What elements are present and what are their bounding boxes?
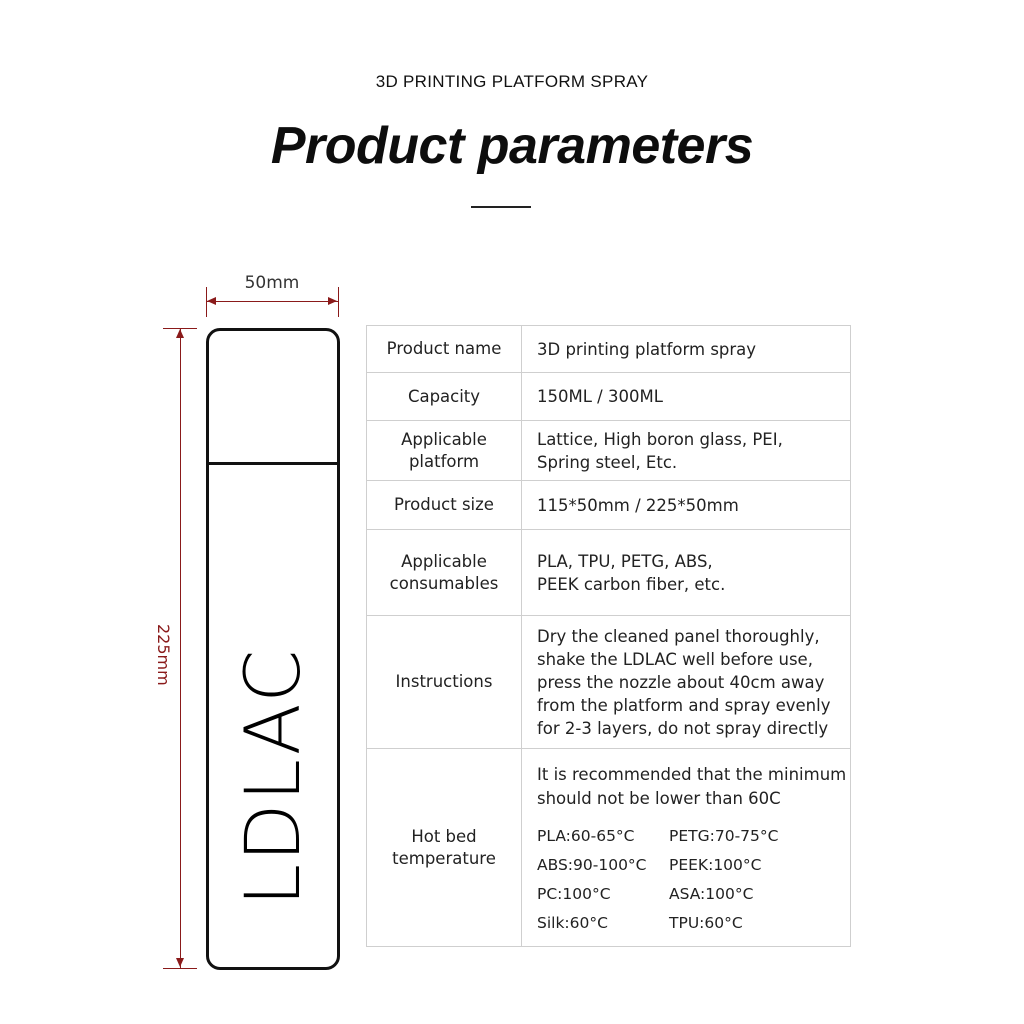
row-label-line: consumables <box>389 573 499 593</box>
instruction-line: press the nozzle about 40cm away <box>537 672 825 692</box>
temperature-item: ASA:100°C <box>669 884 754 903</box>
row-label: Product size <box>367 481 522 530</box>
row-label <box>367 421 522 481</box>
temperature-item: Silk:60°C <box>537 913 608 932</box>
height-dimension-line <box>180 328 181 968</box>
row-value-line: PEEK carbon fiber, etc. <box>537 574 726 594</box>
table-row <box>367 530 851 616</box>
height-dimension-tick-bottom <box>163 968 197 969</box>
temperature-item: PETG:70-75°C <box>669 826 779 845</box>
width-arrow-right-icon <box>328 297 337 305</box>
row-label-line: Applicable <box>401 429 487 449</box>
row-label: Capacity <box>367 373 522 421</box>
height-arrow-bottom-icon <box>176 958 184 967</box>
row-label-line: Applicable <box>401 551 487 571</box>
height-dimension-label: 225mm <box>154 624 173 686</box>
row-value-line: Spring steel, Etc. <box>537 452 678 472</box>
row-label <box>367 749 522 947</box>
temperature-note <box>537 763 850 811</box>
row-value: 150ML / 300ML <box>522 373 851 421</box>
title-divider <box>471 206 531 208</box>
table-row <box>367 616 851 749</box>
row-label: Instructions <box>367 616 522 749</box>
width-dimension-tick-right <box>338 287 339 317</box>
temperature-list <box>537 825 850 935</box>
product-parameters-table <box>366 325 851 947</box>
row-label: Product name <box>367 326 522 373</box>
instruction-line: for 2-3 layers, do not spray directly <box>537 718 829 738</box>
table-row <box>367 749 851 947</box>
width-arrow-left-icon <box>207 297 216 305</box>
spray-bottle-illustration <box>206 328 340 970</box>
table-row <box>367 373 851 421</box>
row-label-line: temperature <box>392 848 496 868</box>
page-subtitle: 3D PRINTING PLATFORM SPRAY <box>375 72 649 91</box>
instruction-line: shake the LDLAC well before use, <box>537 649 813 669</box>
table-row <box>367 481 851 530</box>
instruction-line: Dry the cleaned panel thoroughly, <box>537 626 820 646</box>
temperature-item: TPU:60°C <box>669 913 743 932</box>
temperature-note-line: should not be lower than 60C <box>537 788 781 808</box>
instruction-line: from the platform and spray evenly <box>537 695 831 715</box>
row-value <box>522 749 851 947</box>
row-value: 3D printing platform spray <box>522 326 851 373</box>
row-value <box>522 616 851 749</box>
table-row <box>367 421 851 481</box>
bottle-cap-divider <box>209 462 337 465</box>
row-value: 115*50mm / 225*50mm <box>522 481 851 530</box>
row-label-line: Hot bed <box>411 826 477 846</box>
table-row <box>367 326 851 373</box>
row-label-line: platform <box>408 451 480 471</box>
temperature-note-line: It is recommended that the minimum <box>537 764 847 784</box>
width-dimension-line <box>206 301 338 302</box>
bottle-brand-text: LDLAC <box>228 647 317 907</box>
temperature-item: PEEK:100°C <box>669 855 762 874</box>
row-value-line: Lattice, High boron glass, PEI, <box>537 429 783 449</box>
page-title: Product parameters <box>270 117 754 175</box>
row-value <box>522 530 851 616</box>
height-arrow-top-icon <box>176 329 184 338</box>
row-label <box>367 530 522 616</box>
row-value <box>522 421 851 481</box>
row-value-line: PLA, TPU, PETG, ABS, <box>537 551 713 571</box>
temperature-item: ABS:90-100°C <box>537 855 647 874</box>
width-dimension-label: 50mm <box>244 273 300 293</box>
temperature-item: PC:100°C <box>537 884 611 903</box>
temperature-item: PLA:60-65°C <box>537 826 635 845</box>
